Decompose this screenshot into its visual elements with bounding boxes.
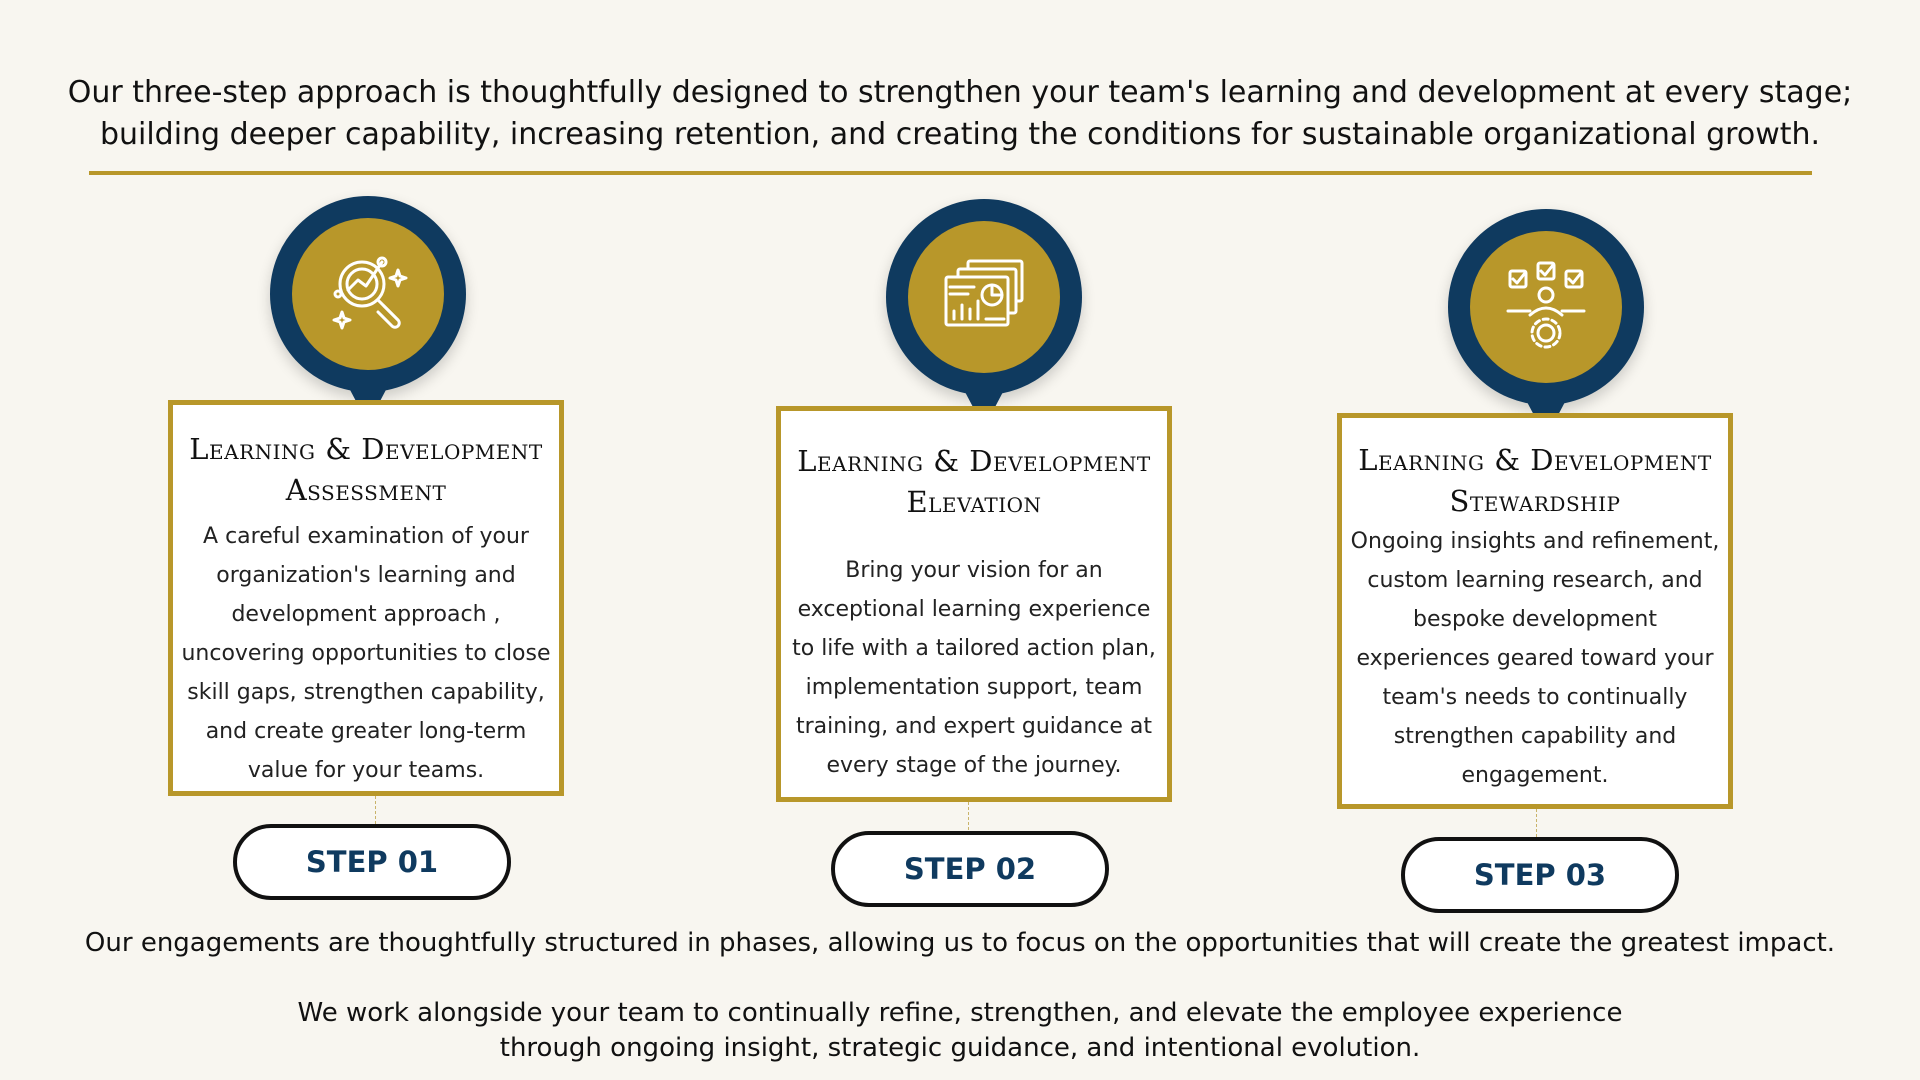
step-3-title-line-2: Stewardship — [1449, 484, 1621, 518]
step-3-description-line: strengthen capability and — [1393, 724, 1677, 749]
step-2-connector — [968, 802, 969, 830]
step-3-description-line: Ongoing insights and refinement, — [1350, 529, 1720, 554]
step-3-pin — [1448, 209, 1644, 405]
step-3-description-line: engagement. — [1461, 763, 1609, 788]
step-3-button[interactable]: STEP 03 — [1401, 837, 1679, 913]
step-2-card — [776, 406, 1172, 802]
step-1-title-line-2: Assessment — [285, 473, 447, 507]
step-2-description-line: exceptional learning experience — [797, 597, 1151, 622]
step-3-description-line: bespoke development — [1413, 607, 1657, 632]
step-1-description-line: development approach , — [231, 602, 501, 627]
step-2-title — [781, 411, 1167, 523]
step-1-description-line: A careful examination of your — [203, 524, 529, 549]
step-1-description-line: value for your teams. — [247, 758, 485, 783]
person-checklist-gear-icon — [1470, 231, 1622, 383]
step-3-title-line-1: Learning & Development — [1358, 443, 1712, 477]
step-1-description-line: uncovering opportunities to close — [181, 641, 551, 666]
step-2-description-line: every stage of the journey. — [826, 753, 1122, 778]
step-2-description — [781, 551, 1167, 785]
step-1-description-line: and create greater long-term — [205, 719, 527, 744]
step-1-title-line-1: Learning & Development — [189, 432, 543, 466]
step-3-description-line: team's needs to continually — [1382, 685, 1688, 710]
step-2-button[interactable]: STEP 02 — [831, 831, 1109, 907]
step-3-description-line: custom learning research, and — [1367, 568, 1703, 593]
intro-line-2: building deeper capability, increasing retention, and creating the conditions for sustainable organizational growth. — [99, 117, 1821, 152]
outro-line-1: Our engagements are thoughtfully structured in phases, allowing us to focus on the opportunities that will create the greatest impact. — [84, 928, 1836, 958]
step-1-button[interactable]: STEP 01 — [233, 824, 511, 900]
step-2-title-line-2: Elevation — [906, 485, 1042, 519]
outro-line-3: through ongoing insight, strategic guidance, and intentional evolution. — [499, 1033, 1421, 1063]
step-3-title — [1342, 418, 1728, 522]
step-2-title-line-1: Learning & Development — [797, 444, 1151, 478]
presentation-charts-icon — [908, 221, 1060, 373]
step-3-description — [1342, 522, 1728, 795]
step-3-connector — [1536, 809, 1537, 837]
step-2-description-line: Bring your vision for an — [845, 558, 1103, 583]
step-3-card — [1337, 413, 1733, 809]
intro-line-1: Our three-step approach is thoughtfully designed to strengthen your team's learning and development at every stage; — [67, 75, 1853, 110]
step-2-pin — [886, 199, 1082, 395]
step-3-description-line: experiences geared toward your — [1356, 646, 1714, 671]
step-2-description-line: implementation support, team — [805, 675, 1143, 700]
step-2-description-line: training, and expert guidance at — [795, 714, 1153, 739]
step-1-description-line: skill gaps, strengthen capability, — [187, 680, 545, 705]
step-2-description-line: to life with a tailored action plan, — [792, 636, 1156, 661]
outro-line-2: We work alongside your team to continually refine, strengthen, and elevate the employee experience — [297, 998, 1623, 1028]
step-1-description-line: organization's learning and — [216, 563, 516, 588]
